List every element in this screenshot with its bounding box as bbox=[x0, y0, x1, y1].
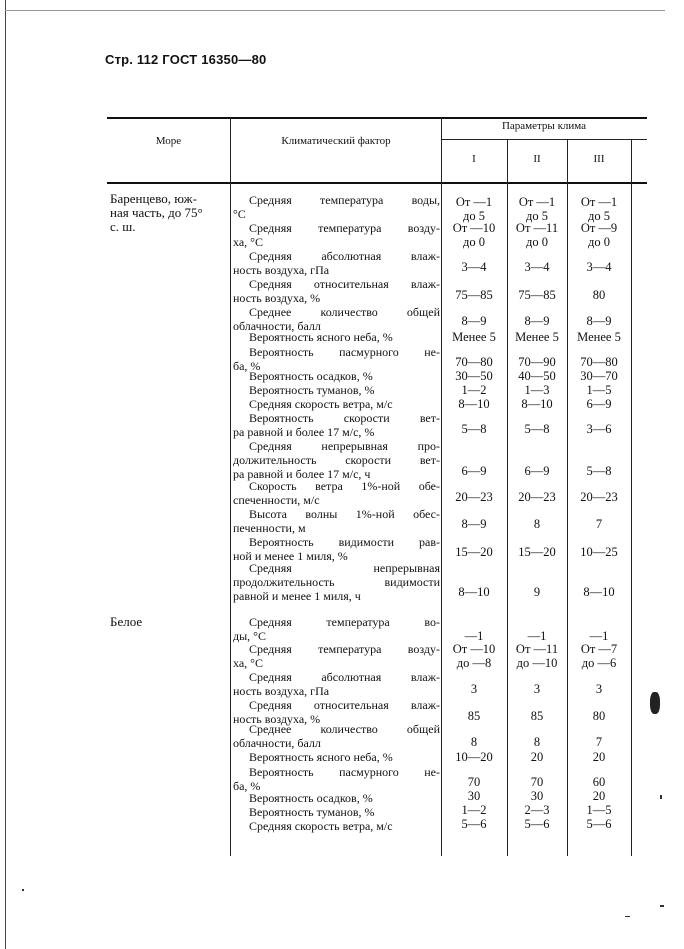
value-line: 1—5 bbox=[586, 383, 612, 397]
value-line: до —8 bbox=[456, 656, 492, 670]
header-params: Параметры клима bbox=[501, 120, 587, 132]
sea-name-line: ная часть, до 75° bbox=[110, 205, 203, 220]
value-line: 8—10 bbox=[521, 397, 553, 411]
value-line: 20—23 bbox=[455, 490, 493, 504]
value-line: 30 bbox=[467, 789, 481, 803]
value-cell-col-3 bbox=[567, 817, 631, 831]
factor-line: ра равной и более 17 м/с, % bbox=[233, 425, 375, 439]
factor-line: должительность скорости вет- bbox=[233, 453, 440, 467]
factor-line: Вероятность осадков, % bbox=[249, 369, 373, 383]
value-cell-col-3 bbox=[567, 517, 631, 531]
value-line: 1—3 bbox=[524, 383, 550, 397]
value-cell-col-1 bbox=[441, 750, 507, 764]
value-line: 8—10 bbox=[583, 585, 615, 599]
value-line: до 5 bbox=[526, 209, 548, 223]
value-line: 20 bbox=[592, 789, 606, 803]
value-cell-col-1 bbox=[441, 330, 507, 344]
factor-cell bbox=[233, 193, 440, 221]
factor-line: Средняя относительная влаж- bbox=[249, 698, 440, 712]
value-cell-col-2 bbox=[507, 682, 567, 696]
scan-artifact bbox=[660, 905, 664, 907]
value-line: 8 bbox=[470, 735, 478, 749]
value-cell-col-3 bbox=[567, 369, 631, 383]
value-line: 5—6 bbox=[586, 817, 612, 831]
value-cell-col-1 bbox=[441, 369, 507, 383]
factor-line: ха, °С bbox=[233, 656, 263, 670]
factor-line: Средняя абсолютная влаж- bbox=[249, 249, 440, 263]
value-line: 5—6 bbox=[461, 817, 487, 831]
value-line: 70—90 bbox=[518, 355, 556, 369]
value-line: Менее 5 bbox=[452, 330, 496, 344]
sea-name-line: Белое bbox=[110, 614, 143, 629]
value-cell-col-2 bbox=[507, 355, 567, 369]
value-cell-col-2 bbox=[507, 464, 567, 478]
factor-line: ба, % bbox=[233, 359, 261, 373]
value-line: От —1 bbox=[580, 195, 618, 209]
factor-line: Средняя относительная влаж- bbox=[249, 277, 440, 291]
value-line: 70—80 bbox=[455, 355, 493, 369]
factor-cell bbox=[233, 791, 440, 805]
value-cell-col-1 bbox=[441, 709, 507, 723]
value-line: 70 bbox=[530, 775, 544, 789]
page-edge bbox=[5, 0, 6, 949]
factor-cell bbox=[233, 722, 440, 750]
value-line: 3 bbox=[595, 682, 603, 696]
value-cell-col-3 bbox=[567, 629, 631, 643]
value-line: 8 bbox=[533, 735, 541, 749]
value-line: 30—70 bbox=[580, 369, 618, 383]
value-cell-col-2 bbox=[507, 817, 567, 831]
value-line: 80 bbox=[592, 288, 606, 302]
value-line: до 5 bbox=[463, 209, 485, 223]
value-cell-col-3 bbox=[567, 397, 631, 411]
factor-line: Вероятность пасмурного не- bbox=[249, 765, 440, 779]
factor-line: ность воздуха, гПа bbox=[233, 263, 330, 277]
value-cell-col-1 bbox=[441, 464, 507, 478]
value-cell-col-2 bbox=[507, 789, 567, 803]
value-cell-col-1 bbox=[441, 288, 507, 302]
factor-cell bbox=[233, 750, 440, 764]
value-line: до —6 bbox=[581, 656, 617, 670]
value-line: 75—85 bbox=[518, 288, 556, 302]
value-line: до 0 bbox=[463, 235, 485, 249]
value-cell-col-1 bbox=[441, 817, 507, 831]
value-line: 8—9 bbox=[524, 314, 550, 328]
value-line: 8—10 bbox=[458, 397, 490, 411]
value-cell-col-3 bbox=[567, 735, 631, 749]
factor-cell bbox=[233, 277, 440, 305]
value-cell-col-2 bbox=[507, 490, 567, 504]
factor-line: Вероятность туманов, % bbox=[249, 383, 375, 397]
value-line: 8 bbox=[533, 517, 541, 531]
value-line: 85 bbox=[530, 709, 544, 723]
header-sea: Море bbox=[155, 135, 182, 147]
value-line: 15—20 bbox=[455, 545, 493, 559]
table-header-bottom-rule bbox=[107, 182, 647, 184]
value-line: 3—4 bbox=[586, 260, 612, 274]
value-cell-col-3 bbox=[567, 330, 631, 344]
value-cell-col-1 bbox=[441, 260, 507, 274]
value-cell-col-3 bbox=[567, 221, 631, 249]
value-cell-col-1 bbox=[441, 735, 507, 749]
value-cell-col-3 bbox=[567, 260, 631, 274]
value-line: 6—9 bbox=[461, 464, 487, 478]
scan-artifact bbox=[660, 795, 662, 799]
factor-line: Средняя температура во- bbox=[249, 615, 440, 629]
value-line: до 0 bbox=[526, 235, 548, 249]
value-line: 20 bbox=[530, 750, 544, 764]
factor-line: Вероятность пасмурного не- bbox=[249, 345, 440, 359]
factor-line: °С bbox=[233, 207, 246, 221]
value-cell-col-2 bbox=[507, 369, 567, 383]
value-cell-col-2 bbox=[507, 422, 567, 436]
factor-cell bbox=[233, 507, 440, 535]
value-line: 9 bbox=[533, 585, 541, 599]
value-line: 30 bbox=[530, 789, 544, 803]
value-cell-col-3 bbox=[567, 545, 631, 559]
factor-line: ба, % bbox=[233, 779, 261, 793]
value-cell-col-1 bbox=[441, 545, 507, 559]
page-header: Стр. 112 ГОСТ 16350—80 bbox=[105, 52, 267, 67]
value-cell-col-3 bbox=[567, 383, 631, 397]
sea-name-line: Баренцево, юж- bbox=[110, 191, 197, 206]
factor-line: Вероятность осадков, % bbox=[249, 791, 373, 805]
value-line: От —10 bbox=[452, 221, 496, 235]
col-divider-3 bbox=[631, 139, 632, 856]
factor-line: ха, °С bbox=[233, 235, 263, 249]
factor-line: Вероятность скорости вет- bbox=[249, 411, 440, 425]
value-cell-col-3 bbox=[567, 490, 631, 504]
value-cell-col-2 bbox=[507, 775, 567, 789]
factor-line: равной и менее 1 миля, ч bbox=[233, 589, 361, 603]
factor-line: ность воздуха, % bbox=[233, 291, 321, 305]
value-cell-col-1 bbox=[441, 355, 507, 369]
value-cell-col-1 bbox=[441, 803, 507, 817]
factor-cell bbox=[233, 479, 440, 507]
factor-cell bbox=[233, 765, 440, 793]
value-line: 10—20 bbox=[455, 750, 493, 764]
value-cell-col-3 bbox=[567, 775, 631, 789]
value-cell-col-2 bbox=[507, 803, 567, 817]
value-line: 85 bbox=[467, 709, 481, 723]
factor-line: облачности, балл bbox=[233, 319, 321, 333]
value-cell-col-1 bbox=[441, 490, 507, 504]
value-line: —1 bbox=[589, 629, 609, 643]
value-line: От —1 bbox=[455, 195, 493, 209]
header-col-3: III bbox=[593, 153, 605, 165]
value-cell-col-1 bbox=[441, 195, 507, 223]
value-line: 8—10 bbox=[458, 585, 490, 599]
factor-cell bbox=[233, 369, 440, 383]
value-line: Менее 5 bbox=[515, 330, 559, 344]
factor-line: Средняя скорость ветра, м/с bbox=[249, 819, 393, 833]
value-cell-col-2 bbox=[507, 585, 567, 599]
value-cell-col-3 bbox=[567, 642, 631, 670]
sea-name-barents bbox=[110, 192, 225, 234]
value-cell-col-1 bbox=[441, 682, 507, 696]
factor-cell bbox=[233, 819, 440, 833]
value-line: —1 bbox=[464, 629, 484, 643]
value-cell-col-2 bbox=[507, 642, 567, 670]
value-cell-col-2 bbox=[507, 735, 567, 749]
factor-line: Средняя абсолютная влаж- bbox=[249, 670, 440, 684]
factor-cell bbox=[233, 805, 440, 819]
factor-line: продолжительность видимости bbox=[233, 575, 440, 589]
value-cell-col-3 bbox=[567, 803, 631, 817]
value-line: 7 bbox=[595, 735, 603, 749]
factor-cell bbox=[233, 249, 440, 277]
value-line: Менее 5 bbox=[577, 330, 621, 344]
factor-line: Средняя скорость ветра, м/с bbox=[249, 397, 393, 411]
value-line: 3—4 bbox=[524, 260, 550, 274]
factor-line: Средняя температура воды, bbox=[249, 193, 440, 207]
factor-line: ной и менее 1 миля, % bbox=[233, 549, 348, 563]
factor-line: ность воздуха, гПа bbox=[233, 684, 330, 698]
value-cell-col-3 bbox=[567, 750, 631, 764]
factor-line: Вероятность туманов, % bbox=[249, 805, 375, 819]
value-line: 75—85 bbox=[455, 288, 493, 302]
factor-line: печенности, м bbox=[233, 521, 306, 535]
value-cell-col-1 bbox=[441, 585, 507, 599]
factor-cell bbox=[233, 642, 440, 670]
factor-line: Вероятность ясного неба, % bbox=[249, 750, 393, 764]
value-line: 60 bbox=[592, 775, 606, 789]
value-line: От —9 bbox=[580, 221, 618, 235]
value-line: 1—5 bbox=[586, 803, 612, 817]
factor-line: Вероятность видимости рав- bbox=[249, 535, 440, 549]
value-line: От —11 bbox=[515, 221, 559, 235]
value-cell-col-1 bbox=[441, 789, 507, 803]
value-line: 6—9 bbox=[524, 464, 550, 478]
value-line: От —7 bbox=[580, 642, 618, 656]
value-cell-col-3 bbox=[567, 789, 631, 803]
col-divider-sea bbox=[230, 118, 231, 856]
value-cell-col-1 bbox=[441, 775, 507, 789]
value-cell-col-3 bbox=[567, 195, 631, 223]
value-cell-col-1 bbox=[441, 397, 507, 411]
factor-cell bbox=[233, 221, 440, 249]
value-line: 8—9 bbox=[461, 517, 487, 531]
value-line: От —10 bbox=[452, 642, 496, 656]
page-edge-top bbox=[5, 10, 665, 11]
value-line: 3—4 bbox=[461, 260, 487, 274]
factor-line: Скорость ветра 1%-ной обе- bbox=[249, 479, 440, 493]
value-cell-col-1 bbox=[441, 221, 507, 249]
value-cell-col-1 bbox=[441, 314, 507, 328]
value-cell-col-1 bbox=[441, 422, 507, 436]
value-cell-col-1 bbox=[441, 383, 507, 397]
value-cell-col-2 bbox=[507, 629, 567, 643]
value-line: —1 bbox=[527, 629, 547, 643]
value-line: 30—50 bbox=[455, 369, 493, 383]
value-line: 5—8 bbox=[524, 422, 550, 436]
value-cell-col-3 bbox=[567, 464, 631, 478]
value-cell-col-2 bbox=[507, 221, 567, 249]
factor-line: Среднее количество общей bbox=[249, 305, 440, 319]
value-line: 3 bbox=[533, 682, 541, 696]
factor-cell bbox=[233, 397, 440, 411]
value-cell-col-3 bbox=[567, 709, 631, 723]
value-line: до 5 bbox=[588, 209, 610, 223]
value-line: От —1 bbox=[518, 195, 556, 209]
factor-cell bbox=[233, 561, 440, 603]
scan-artifact bbox=[22, 889, 24, 891]
value-line: 1—2 bbox=[461, 803, 487, 817]
value-line: 80 bbox=[592, 709, 606, 723]
value-cell-col-2 bbox=[507, 517, 567, 531]
value-line: 8—9 bbox=[461, 314, 487, 328]
factor-line: Средняя температура возду- bbox=[249, 642, 440, 656]
value-cell-col-2 bbox=[507, 260, 567, 274]
value-line: От —11 bbox=[515, 642, 559, 656]
factor-line: спеченности, м/с bbox=[233, 493, 320, 507]
value-cell-col-2 bbox=[507, 383, 567, 397]
factor-line: Высота волны 1%-ной обес- bbox=[249, 507, 440, 521]
value-cell-col-2 bbox=[507, 330, 567, 344]
factor-cell bbox=[233, 330, 440, 344]
factor-cell bbox=[233, 411, 440, 439]
value-cell-col-2 bbox=[507, 545, 567, 559]
value-cell-col-2 bbox=[507, 195, 567, 223]
sea-name-white bbox=[110, 615, 225, 629]
value-cell-col-3 bbox=[567, 422, 631, 436]
factor-cell bbox=[233, 535, 440, 563]
value-cell-col-3 bbox=[567, 682, 631, 696]
factor-line: Среднее количество общей bbox=[249, 722, 440, 736]
value-line: 8—9 bbox=[586, 314, 612, 328]
factor-line: ра равной и более 17 м/с, ч bbox=[233, 467, 371, 481]
value-cell-col-2 bbox=[507, 314, 567, 328]
value-cell-col-2 bbox=[507, 709, 567, 723]
header-col-1: I bbox=[472, 153, 476, 165]
factor-cell bbox=[233, 383, 440, 397]
value-line: 3 bbox=[470, 682, 478, 696]
value-line: 7 bbox=[595, 517, 603, 531]
factor-line: облачности, балл bbox=[233, 736, 321, 750]
value-cell-col-1 bbox=[441, 642, 507, 670]
factor-line: ность воздуха, % bbox=[233, 712, 321, 726]
factor-line: Средняя непрерывная про- bbox=[249, 439, 440, 453]
table-top-rule bbox=[107, 117, 647, 119]
factor-line: Вероятность ясного неба, % bbox=[249, 330, 393, 344]
value-line: 20—23 bbox=[518, 490, 556, 504]
value-line: 5—6 bbox=[524, 817, 550, 831]
value-line: 6—9 bbox=[586, 397, 612, 411]
header-col-2: II bbox=[533, 153, 541, 165]
value-cell-col-2 bbox=[507, 288, 567, 302]
value-line: 70—80 bbox=[580, 355, 618, 369]
params-header-rule bbox=[441, 139, 647, 140]
value-cell-col-1 bbox=[441, 517, 507, 531]
value-cell-col-3 bbox=[567, 288, 631, 302]
value-line: 3—6 bbox=[586, 422, 612, 436]
value-cell-col-3 bbox=[567, 355, 631, 369]
value-line: 1—2 bbox=[461, 383, 487, 397]
value-line: 20—23 bbox=[580, 490, 618, 504]
value-cell-col-2 bbox=[507, 750, 567, 764]
factor-cell bbox=[233, 439, 440, 481]
value-line: 5—8 bbox=[586, 464, 612, 478]
factor-line: Средняя непрерывная bbox=[249, 561, 440, 575]
factor-line: Средняя температура возду- bbox=[249, 221, 440, 235]
value-line: 5—8 bbox=[461, 422, 487, 436]
scan-artifact bbox=[650, 692, 660, 714]
factor-cell bbox=[233, 615, 440, 643]
value-line: 20 bbox=[592, 750, 606, 764]
value-cell-col-3 bbox=[567, 314, 631, 328]
factor-cell bbox=[233, 305, 440, 333]
sea-name-line: с. ш. bbox=[110, 219, 136, 234]
scan-artifact bbox=[625, 916, 630, 917]
factor-line: ды, °С bbox=[233, 629, 266, 643]
value-line: 40—50 bbox=[518, 369, 556, 383]
value-line: 70 bbox=[467, 775, 481, 789]
value-cell-col-1 bbox=[441, 629, 507, 643]
value-line: 10—25 bbox=[580, 545, 618, 559]
header-factor: Климатический фактор bbox=[281, 135, 391, 147]
value-cell-col-3 bbox=[567, 585, 631, 599]
value-line: 15—20 bbox=[518, 545, 556, 559]
value-line: 2—3 bbox=[524, 803, 550, 817]
value-line: до 0 bbox=[588, 235, 610, 249]
factor-cell bbox=[233, 670, 440, 698]
value-line: до —10 bbox=[516, 656, 558, 670]
value-cell-col-2 bbox=[507, 397, 567, 411]
